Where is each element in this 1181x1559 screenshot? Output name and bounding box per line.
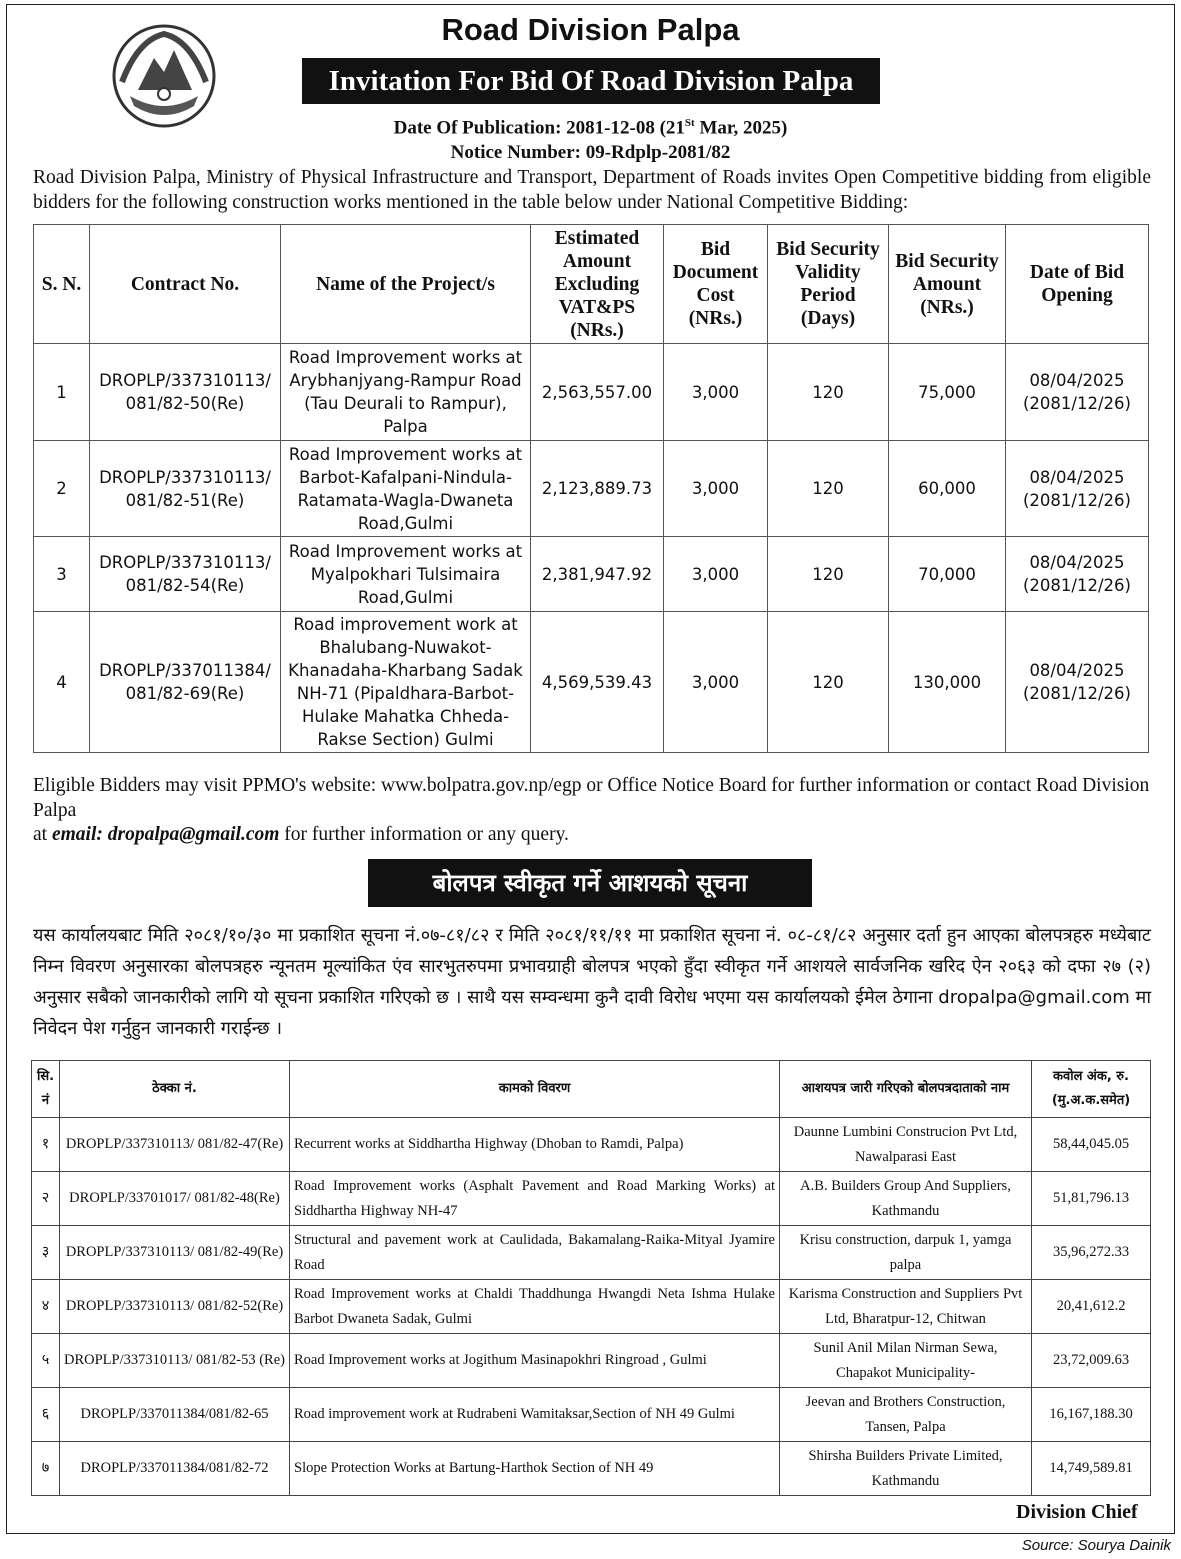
cell-bidder: Karisma Construction and Suppliers Pvt Ltd, Bharatpur-12, Chitwan [780, 1280, 1032, 1334]
header-contract-no: ठेक्का नं. [60, 1061, 290, 1118]
header-bidder-name: आशयपत्र जारी गरिएको बोलपत्रदाताको नाम [780, 1061, 1032, 1118]
cell-amount: 35,96,272.33 [1032, 1226, 1151, 1280]
cell-work: Road Improvement works at Jogithum Masinapokhri Ringroad , Gulmi [290, 1334, 780, 1388]
cell-opening: 08/04/2025 (2081/12/26) [1006, 441, 1149, 537]
cell-sn: 3 [34, 537, 90, 612]
table-row [32, 1226, 1151, 1280]
cell-sn: ५ [32, 1334, 60, 1388]
cell-amount: 51,81,796.13 [1032, 1172, 1151, 1226]
header-sn: सि. नं [32, 1061, 60, 1118]
cell-security: 60,000 [889, 441, 1006, 537]
cell-security: 130,000 [889, 612, 1006, 753]
cell-security: 75,000 [889, 344, 1006, 441]
cell-amount: 58,44,045.05 [1032, 1118, 1151, 1172]
cell-bidder: Shirsha Builders Private Limited, Kathmandu [780, 1442, 1032, 1496]
cell-bidder: Jeevan and Brothers Construction, Tansen, Palpa [780, 1388, 1032, 1442]
cell-contract: DROPLP/337011384/081/82-65 [60, 1388, 290, 1442]
cell-work: Slope Protection Works at Bartung-Harthok Section of NH 49 [290, 1442, 780, 1496]
cell-validity: 120 [768, 344, 889, 441]
cell-work: Structural and pavement work at Caulidada, Bakamalang-Raika-Mityal Jyamire Road [290, 1226, 780, 1280]
cell-project: Road Improvement works at Barbot-Kafalpani-Nindula-Ratamata-Wagla-Dwaneta Road,Gulmi [281, 441, 531, 537]
cell-work: Recurrent works at Siddhartha Highway (Dhoban to Ramdi, Palpa) [290, 1118, 780, 1172]
header-doc-cost: Bid Document Cost (NRs.) [664, 225, 768, 344]
nepali-notice-paragraph: यस कार्यालयबाट मिति २०८१/१०/३० मा प्रकाशित सूचना नं.०७-८१/८२ र मिति २०८१/११/११ मा प्रकाशित सूचना नं. ०८-८१/८२ अनुसार दर्ता हुन आएका बोलपत्रहरु मध्येबाट निम्न विवरण अनुसारका बोलपत्रहरु न्यूनतम मूल्यांकित एंव सारभुतरुपमा प्रभावग्राही बोलपत्र भएको हुँदा स्वीकृत गर्ने आशयले सार्वजनिक खरिद ऐन २०६३ को दफा २७ (२) अनुसार सबैको जानकारीको लागि यो सूचना प्रकाशित गरिएको छ । साथै यस सम्वन्धमा कुनै दावी विरोध भएमा यस कार्यालयको ईमेल ठेगाना dropalpa@gmail.com मा निवेदन पेश गर्नुहुन जानकारी गराईन्छ । [33, 925, 1151, 1039]
header-validity: Bid Security Validity Period (Days) [768, 225, 889, 344]
email-link[interactable]: email: dropalpa@gmail.com [51, 824, 280, 845]
table-row [34, 344, 1149, 441]
cell-project: Road Improvement works at Arybhanjyang-Rampur Road (Tau Deurali to Rampur), Palpa [281, 344, 531, 441]
cell-project: Road Improvement works at Myalpokhari Tulsimaira Road,Gulmi [281, 537, 531, 612]
cell-work: Road Improvement works (Asphalt Pavement and Road Marking Works) at Siddhartha Highway NH-47 [290, 1172, 780, 1226]
cell-bidder: Krisu construction, darpuk 1, yamga palpa [780, 1226, 1032, 1280]
table-header-row [34, 225, 1149, 344]
header-work-description: कामको विवरण [290, 1061, 780, 1118]
cell-doc-cost: 3,000 [664, 344, 768, 441]
cell-opening: 08/04/2025 (2081/12/26) [1006, 537, 1149, 612]
table-row [34, 537, 1149, 612]
cell-estimated: 4,569,539.43 [531, 612, 664, 753]
cell-contract: DROPLP/337310113/ 081/82-47(Re) [60, 1118, 290, 1172]
cell-project: Road improvement work at Bhalubang-Nuwakot-Khanadaha-Kharbang Sadak NH-71 (Pipaldhara-Barbot-Hulake Mahatka Chheda-Rakse Section) Gulmi [281, 612, 531, 753]
table-header-row [32, 1061, 1151, 1118]
source-credit: Source: Sourya Dainik [1021, 1537, 1171, 1554]
cell-validity: 120 [768, 537, 889, 612]
cell-doc-cost: 3,000 [664, 612, 768, 753]
table-row [32, 1172, 1151, 1226]
table-row [34, 441, 1149, 537]
cell-amount: 14,749,589.81 [1032, 1442, 1151, 1496]
signature: Division Chief [1016, 1501, 1138, 1523]
cell-validity: 120 [768, 612, 889, 753]
cell-estimated: 2,563,557.00 [531, 344, 664, 441]
cell-contract: DROPLP/337310113/ 081/82-49(Re) [60, 1226, 290, 1280]
cell-sn: १ [32, 1118, 60, 1172]
header-estimated-amount: Estimated Amount Excluding VAT&PS (NRs.) [531, 225, 664, 344]
cell-amount: 16,167,188.30 [1032, 1388, 1151, 1442]
cell-contract: DROPLP/337310113/ 081/82-50(Re) [90, 344, 281, 441]
cell-amount: 23,72,009.63 [1032, 1334, 1151, 1388]
cell-sn: ७ [32, 1442, 60, 1496]
cell-sn: 1 [34, 344, 90, 441]
header-contract-no: Contract No. [90, 225, 281, 344]
email-line: at email: dropalpa@gmail.com for further information or any query. [33, 824, 569, 845]
cell-sn: ६ [32, 1388, 60, 1442]
table-row [32, 1334, 1151, 1388]
intro-paragraph: Road Division Palpa, Ministry of Physical Infrastructure and Transport, Department of Roads invites Open Competitive bidding from eligible bidders for the following construction works mentioned in the table below under National Competitive Bidding: [33, 167, 1151, 213]
header-sn: S. N. [34, 225, 90, 344]
cell-work: Road improvement work at Rudrabeni Wamitaksar,Section of NH 49 Gulmi [290, 1388, 780, 1442]
cell-sn: ४ [32, 1280, 60, 1334]
table-row [34, 612, 1149, 753]
cell-amount: 20,41,612.2 [1032, 1280, 1151, 1334]
cell-doc-cost: 3,000 [664, 537, 768, 612]
cell-security: 70,000 [889, 537, 1006, 612]
invitation-banner: Invitation For Bid Of Road Division Palpa [302, 58, 880, 104]
cell-contract: DROPLP/337011384/081/82-72 [60, 1442, 290, 1496]
notice-number: Notice Number: 09-Rdplp-2081/82 [450, 142, 731, 163]
header-security-amount: Bid Security Amount (NRs.) [889, 225, 1006, 344]
cell-contract: DROPLP/337011384/ 081/82-69(Re) [90, 612, 281, 753]
header-opening-date: Date of Bid Opening [1006, 225, 1149, 344]
cell-opening: 08/04/2025 (2081/12/26) [1006, 344, 1149, 441]
header-project-name: Name of the Project/s [281, 225, 531, 344]
cell-work: Road Improvement works at Chaldi Thaddhunga Hwangdi Neta Ishma Hulake Barbot Dwaneta Sadak, Gulmi [290, 1280, 780, 1334]
cell-contract: DROPLP/337310113/ 081/82-52(Re) [60, 1280, 290, 1334]
cell-contract: DROPLP/337310113/ 081/82-51(Re) [90, 441, 281, 537]
publication-date: Date Of Publication: 2081-12-08 (21St Mar, 2025) [393, 117, 788, 139]
eligible-note: Eligible Bidders may visit PPMO's website: www.bolpatra.gov.np/egp or Office Notice Board for further information or contact Road Division Palpa [33, 775, 1150, 821]
cell-contract: DROPLP/337310113/ 081/82-53 (Re) [60, 1334, 290, 1388]
cell-opening: 08/04/2025 (2081/12/26) [1006, 612, 1149, 753]
cell-sn: 4 [34, 612, 90, 753]
cell-sn: 2 [34, 441, 90, 537]
bid-table [33, 224, 1149, 753]
header-bid-amount: कवोल अंक, रु. (मु.अ.क.समेत) [1032, 1061, 1151, 1118]
cell-contract: DROPLP/337310113/ 081/82-54(Re) [90, 537, 281, 612]
table-row [32, 1280, 1151, 1334]
cell-bidder: Daunne Lumbini Construcion Pvt Ltd, Nawalparasi East [780, 1118, 1032, 1172]
cell-sn: ३ [32, 1226, 60, 1280]
table-row [32, 1118, 1151, 1172]
cell-bidder: A.B. Builders Group And Suppliers, Kathmandu [780, 1172, 1032, 1226]
organization-title: Road Division Palpa [441, 12, 740, 47]
cell-estimated: 2,381,947.92 [531, 537, 664, 612]
cell-doc-cost: 3,000 [664, 441, 768, 537]
cell-sn: २ [32, 1172, 60, 1226]
cell-validity: 120 [768, 441, 889, 537]
cell-contract: DROPLP/33701017/ 081/82-48(Re) [60, 1172, 290, 1226]
table-row [32, 1442, 1151, 1496]
nepali-notice-banner: बोलपत्र स्वीकृत गर्ने आशयको सूचना [368, 859, 812, 907]
table-row [32, 1388, 1151, 1442]
cell-estimated: 2,123,889.73 [531, 441, 664, 537]
cell-bidder: Sunil Anil Milan Nirman Sewa, Chapakot Municipality- [780, 1334, 1032, 1388]
award-table [31, 1060, 1151, 1496]
